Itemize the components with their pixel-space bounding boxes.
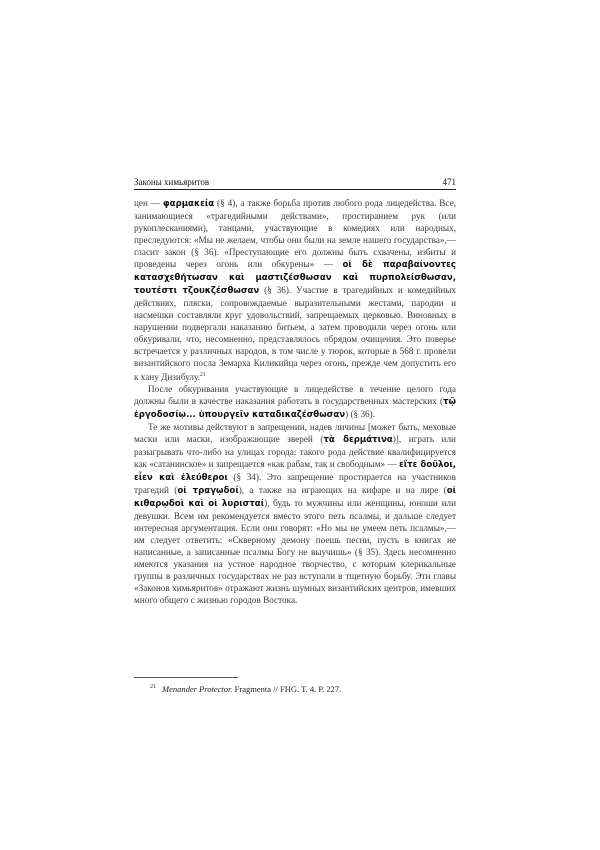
running-title: Законы химьяритов xyxy=(134,177,210,187)
footnote-author: Menander Protector. xyxy=(162,683,233,694)
main-text xyxy=(134,197,456,606)
footnote-number: 21 xyxy=(150,684,156,690)
footnote-reference: Fragmenta // FHG. T. 4. P. 227. xyxy=(232,683,342,694)
text-run: ) (§ 36). xyxy=(345,409,375,420)
footnote-rule xyxy=(134,677,238,678)
footnote xyxy=(134,682,456,695)
greek-quote: τῷ ἐργοδοσίῳ... ὑπουργεῖν καταδικαζέσθωσαν xyxy=(134,397,456,421)
text-run: ), а также на играющих на кифаре и на лире ( xyxy=(238,485,447,496)
running-header xyxy=(134,176,456,190)
text-run: цен — xyxy=(134,198,163,208)
paragraph xyxy=(134,197,456,383)
greek-quote: φαρμακεία xyxy=(162,199,215,209)
greek-quote: εἴτε δοῦλοι, εἶεν καὶ ἐλεύθεροι xyxy=(134,460,456,484)
paragraph xyxy=(134,421,456,606)
text-run: После обкуривания участвующие в лицедействе в течение целого года должны были в качестве наказания работать в государственных мастерских ( xyxy=(134,384,456,407)
page-number: 471 xyxy=(442,177,456,187)
header-rule xyxy=(134,189,456,190)
greek-quote: οἱ τραγῳδοί xyxy=(177,486,239,497)
footnote-marker: 21 xyxy=(199,372,206,378)
text-run: )], играть или разыгрывать что-либо на улицах города: такого рода действие квалифицируется как «сатанинское» и запрещается «как рабам, так и свободным» — xyxy=(134,434,456,470)
text-run: (§ 34). Это запрещение простирается на участников трагедий ( xyxy=(134,472,456,496)
greek-quote: τὰ δερμάτινα xyxy=(323,435,393,446)
greek-quote: οἱ δὲ παραβαίνοντες κατασχεθήτωσαν καὶ μαστιζέσθωσαν καὶ πυρπολείσθωσαν, τουτέστι τζουκζέσθωσαν xyxy=(134,260,456,296)
greek-quote: οἱ κιθαρῳδοὶ καὶ οἱ λυρισταί xyxy=(134,486,457,510)
text-run: (§ 36). Участие в трагедийных и комедийных действиях, пляски, сопровождаемые выразительными жестами, пародии и насмешки составляли круг удовольствий, запрещаемых церковью. Виновных в нарушении подвергали наказанию битьем, а затем проводили через огонь или обкуривали, что, несомненно, представлялось обрядом очищения. Это поверье встречается у различных народов, в том числе у тюрок, которые в 568 г. провели византийского посла Земарха Киликийца через огонь, прежде чем допустить его к хану Дизибулу. xyxy=(134,285,456,383)
text-run: (§ 4), а также борьба против любого рода лицедейства. Все, занимающиеся «трагедийными действами», простиранием рук (или рукоплесканиями), танцами, участвующие в комедиях или народных, преследуются: «Мы не желаем, чтобы они были на земле нашего государства»,— гласит закон (§ 36). «Преступающие его должны быть схвачены, избиты и проведены через огонь или обкурены» — xyxy=(134,198,456,269)
paragraph xyxy=(134,383,456,421)
text-run: ), будь то мужчины или женщины, юноши или девушки. Всем им рекомендуется вместо этого петь псалмы, и дальше следует интересная аргументация. Если они говорят: «Но мы не умеем петь псалмы»,— им следует ответить: «Скверному демону поешь песни, пусть в книгах не написанные, а записанные псалмы Богу не выучишь» (§ 35). Здесь несомненно имеются указания на устное народное творчество, с которым клерикальные группы в различных государствах не раз вступали в тщетную борьбу. Эти главы «Законов химьяритов» отражают жизнь шумных византийских центров, имевших много общего с жизнью городов Востока. xyxy=(134,498,456,606)
text-run: Те же мотивы действуют в запрещении, надев личины [может быть, меховые маски или маски, изображающие зверей ( xyxy=(134,422,456,445)
